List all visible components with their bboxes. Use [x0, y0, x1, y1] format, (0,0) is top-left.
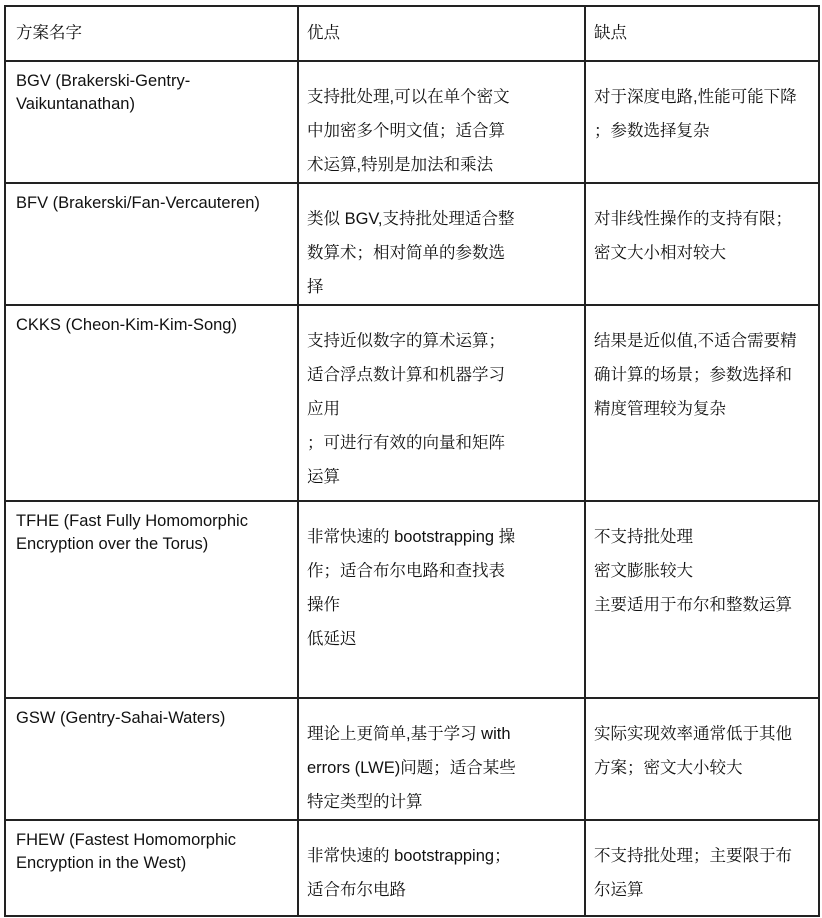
pros-line: 操作	[307, 596, 340, 614]
cons-line: 确计算的场景；参数选择和	[594, 366, 792, 384]
pros-cell	[298, 61, 585, 183]
table-row	[5, 183, 819, 305]
cons-line: 精度管理较为复杂	[594, 400, 726, 418]
cons-line: 方案；密文大小较大	[594, 759, 743, 777]
cons-line: 主要适用于布尔和整数运算	[594, 596, 792, 614]
table-row	[5, 820, 819, 916]
pros-line: 支持批处理,可以在单个密文	[307, 88, 510, 106]
header-pros: 优点	[298, 6, 585, 61]
cons-line: 实际实现效率通常低于其他	[594, 725, 792, 743]
pros-line: errors (LWE)问题；适合某些	[307, 759, 516, 777]
table-header-row	[5, 6, 819, 61]
cons-cell	[585, 305, 819, 501]
pros-cell	[298, 183, 585, 305]
scheme-name: GSW (Gentry-Sahai-Waters)	[5, 698, 298, 820]
cons-line: 结果是近似值,不适合需要精	[594, 332, 797, 350]
pros-line: 低延迟	[307, 630, 357, 648]
cons-line: 不支持批处理	[594, 528, 693, 546]
cons-line: 尔运算	[594, 881, 644, 899]
cons-line: 密文膨胀较大	[594, 562, 693, 580]
cons-cell	[585, 501, 819, 698]
pros-cell	[298, 305, 585, 501]
comparison-table	[4, 5, 820, 917]
pros-line: 非常快速的 bootstrapping 操	[307, 528, 516, 546]
table-row	[5, 61, 819, 183]
header-name: 方案名字	[5, 6, 298, 61]
pros-line: 非常快速的 bootstrapping；	[307, 847, 511, 865]
cons-cell	[585, 183, 819, 305]
pros-line: 择	[307, 278, 324, 296]
pros-line: 运算	[307, 468, 340, 486]
pros-line: 中加密多个明文值；适合算	[307, 122, 505, 140]
pros-line: 特定类型的计算	[307, 793, 423, 811]
table-row	[5, 698, 819, 820]
scheme-name: CKKS (Cheon-Kim-Kim-Song)	[5, 305, 298, 501]
scheme-name: BFV (Brakerski/Fan-Vercauteren)	[5, 183, 298, 305]
scheme-name: BGV (Brakerski-Gentry-Vaikuntanathan)	[5, 61, 298, 183]
scheme-name: FHEW (Fastest Homomorphic Encryption in the West)	[5, 820, 298, 916]
pros-line: 应用	[307, 400, 340, 418]
table-row	[5, 305, 819, 501]
pros-line: 理论上更简单,基于学习 with	[307, 725, 511, 743]
pros-line: 数算术；相对简单的参数选	[307, 244, 505, 262]
pros-cell	[298, 820, 585, 916]
pros-line: 支持近似数字的算术运算；	[307, 332, 505, 350]
pros-line: 作；适合布尔电路和查找表	[307, 562, 505, 580]
cons-line: ；参数选择复杂	[594, 122, 710, 140]
cons-cell	[585, 61, 819, 183]
cons-line: 对非线性操作的支持有限；	[594, 210, 792, 228]
cons-line: 对于深度电路,性能可能下降	[594, 88, 797, 106]
pros-line: ；可进行有效的向量和矩阵	[307, 434, 505, 452]
cons-cell	[585, 698, 819, 820]
pros-line: 术运算,特别是加法和乘法	[307, 156, 494, 174]
table-row	[5, 501, 819, 698]
cons-cell	[585, 820, 819, 916]
pros-line: 类似 BGV,支持批处理适合整	[307, 210, 515, 228]
cons-line: 密文大小相对较大	[594, 244, 726, 262]
cons-line: 不支持批处理；主要限于布	[594, 847, 792, 865]
pros-cell	[298, 501, 585, 698]
pros-cell	[298, 698, 585, 820]
scheme-name: TFHE (Fast Fully Homomorphic Encryption over the Torus)	[5, 501, 298, 698]
header-cons: 缺点	[585, 6, 819, 61]
pros-line: 适合布尔电路	[307, 881, 406, 899]
pros-line: 适合浮点数计算和机器学习	[307, 366, 505, 384]
